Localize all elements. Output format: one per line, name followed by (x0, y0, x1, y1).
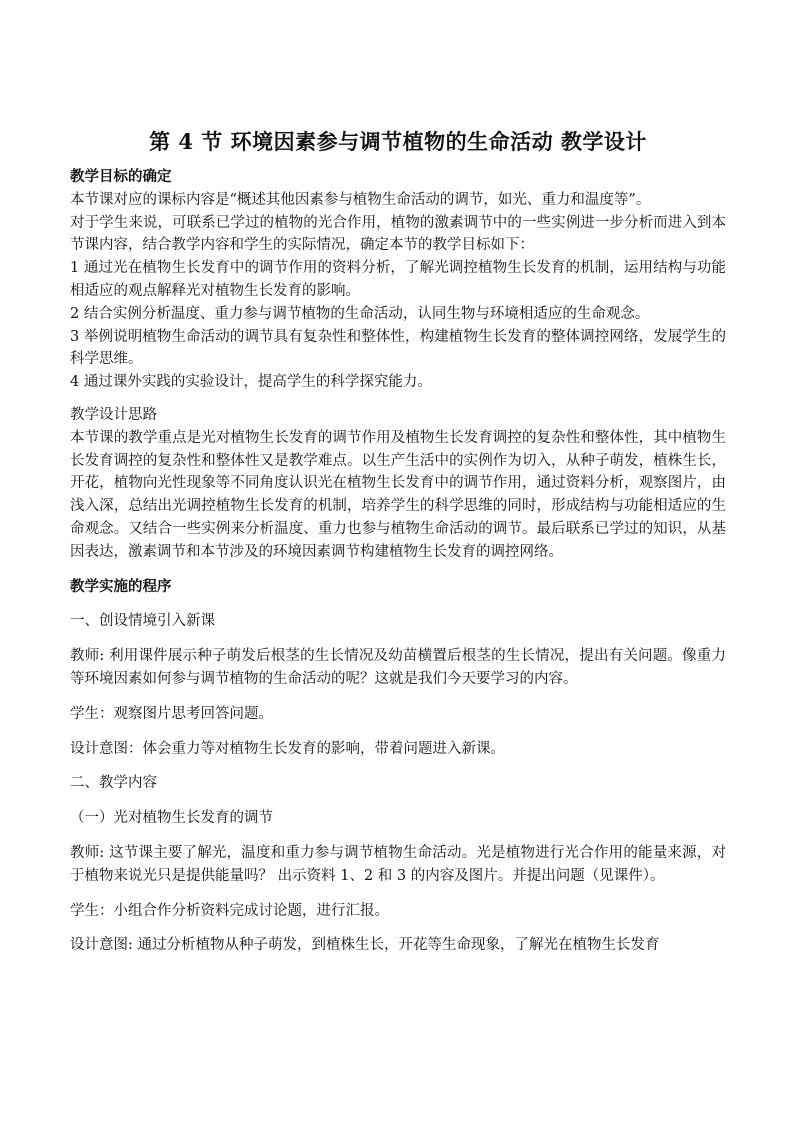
section-heading-design: 教学设计思路 (70, 406, 157, 423)
section-heading-goals: 教学目标的确定 (70, 168, 172, 185)
design-intent-2: 设计意图: 通过分析植物从种子萌发，到植株生长，开花等生命现象，了解光在植物生长发育 (70, 937, 660, 954)
goal-item-4: 4 通过课外实践的实验设计，提高学生的科学探究能力。 (70, 374, 432, 391)
student-paragraph-1: 学生：观察图片思考回答问题。 (70, 705, 273, 722)
part-heading-intro: 一、创设情境引入新课 (70, 613, 215, 630)
teacher-paragraph-2: 教师: 这节课主要了解光，温度和重力参与调节植物生命活动。光是植物进行光合作用的能量来源，对于植物来说光只是提供能量吗？ 出示资料 1、2 和 3 的内容及图片。并提出问题（见课件）。 (70, 844, 726, 884)
document-title: 第 4 节 环境因素参与调节植物的生命活动 教学设计 (149, 129, 647, 154)
design-paragraph: 本节课的教学重点是光对植物生长发育的调节作用及植物生长发育调控的复杂性和整体性，其中植物生长发育调控的复杂性和整体性又是教学难点。以生产生活中的实例作为切入，从种子萌发，植株生长，开花，植物向光性现象等不同角度认识光在植物生长发育中的调节作用，通过资料分析，观察图片，由浅入深，总结出光调控植物生长发育的机制，培养学生的科学思维的同时，形成结构与功能相适应的生命观念。又结合一些实例来分析温度、重力也参与植物生命活动的调节。最后联系已学过的知识，从基因表达，激素调节和本节涉及的环境因素调节构建植物生长发育的调控网络。 (70, 429, 726, 560)
goal-item-2: 2 结合实例分析温度、重力参与调节植物的生命活动，认同生物与环境相适应的生命观念。 (70, 305, 650, 322)
part-heading-content: 二、教学内容 (70, 775, 157, 792)
section-heading-procedure: 教学实施的程序 (70, 577, 172, 595)
teacher-paragraph-1: 教师: 利用课件展示种子萌发后根茎的生长情况及幼苗横置后根茎的生长情况，提出有关问题。像重力等环境因素如何参与调节植物的生命活动的呢？这就是我们今天要学习的内容。 (70, 648, 726, 687)
subsection-heading-light: （一）光对植物生长发育的调节 (70, 810, 273, 827)
student-paragraph-2: 学生：小组合作分析资料完成讨论题，进行汇报。 (70, 902, 389, 919)
goals-intro-paragraph-2: 对于学生来说，可联系已学过的植物的光合作用，植物的激素调节中的一些实例进一步分析而进入到本节课内容，结合教学内容和学生的实际情况，确定本节的教学目标如下： (70, 214, 726, 254)
goals-intro-paragraph-1: 本节课对应的课标内容是“概述其他因素参与植物生命活动的调节，如光、重力和温度等”。 (70, 191, 651, 208)
design-intent-1: 设计意图：体会重力等对植物生长发育的影响，带着问题进入新课。 (70, 740, 505, 757)
goal-item-1: 1 通过光在植物生长发育中的调节作用的资料分析，了解光调控植物生长发育的机制，运用结构与功能相适应的观点解释光对植物生长发育的影响。 (70, 260, 726, 299)
document-page (70, 126, 726, 957)
goal-item-3: 3 举例说明植物生命活动的调节具有复杂性和整体性，构建植物生长发育的整体调控网络，发展学生的科学思维。 (70, 328, 726, 368)
